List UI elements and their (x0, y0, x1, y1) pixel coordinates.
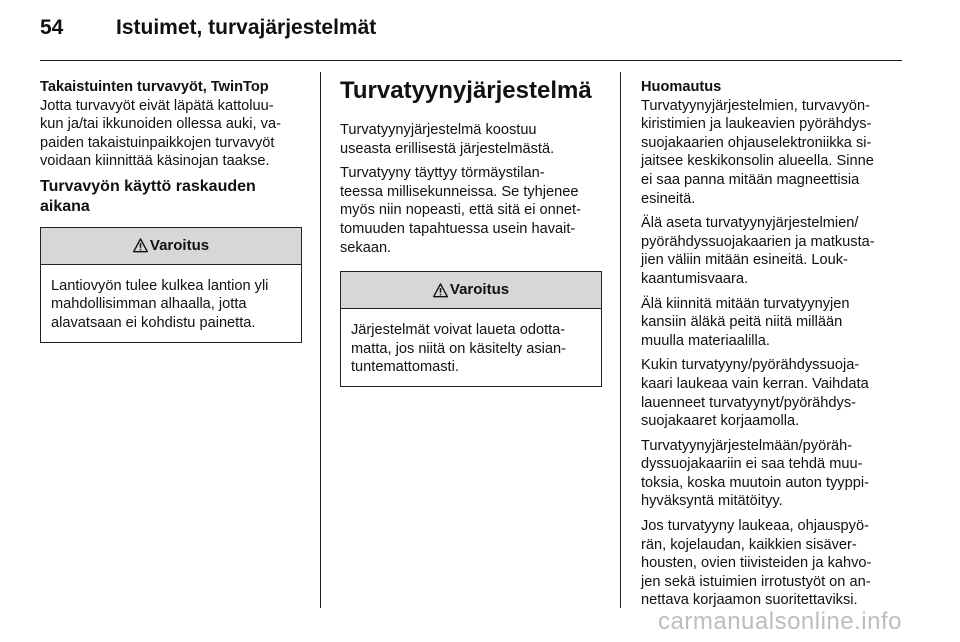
warning-triangle-icon (133, 238, 148, 253)
paragraph: Jos turvatyyny laukeaa, ohjauspyö- rän, kojelaudan, kaikkien sisäver- housten, ovien tiivisteiden ja kahvo- jen sekä istuimien irrotustyöt on an- nettava korjaamon suoritettaviksi. (641, 518, 872, 609)
paragraph: Älä kiinnitä mitään turvatyynyjen kansiin äläkä peitä niitä millään muulla materiaalilla. (641, 295, 850, 349)
warning-header (341, 272, 601, 309)
column-divider (320, 72, 321, 608)
warning-label: Varoitus (449, 280, 510, 298)
paragraph: Turvatyynyjärjestelmä koostuu useasta erillisestä järjestelmästä. (340, 122, 555, 157)
page-header (40, 14, 920, 50)
column-middle (340, 78, 602, 387)
warning-box (40, 227, 302, 343)
page-number: 54 (40, 16, 64, 39)
warning-box (340, 271, 602, 387)
column-right (641, 78, 903, 616)
paragraph: Turvatyynyjärjestelmään/pyöräh- dyssuojakaariin ei saa tehdä muu- toksia, koska muutoin auton tyyppi- hyväksyntä mitätöityy. (641, 437, 869, 510)
note-title: Huomautus (641, 79, 722, 95)
warning-text: Lantiovyön tulee kulkea lantion yli mahdollisimman alhaalla, jotta alavatsaan ei kohdistu painetta. (51, 277, 269, 331)
column-left (40, 78, 302, 343)
warning-header (41, 228, 301, 265)
warning-label: Varoitus (149, 236, 210, 254)
warning-triangle-icon (433, 283, 448, 298)
page-title: Istuimet, turvajärjestelmät (116, 16, 377, 39)
section-title: Turvatyynyjärjestelmä (340, 77, 592, 104)
column-divider (620, 72, 621, 608)
paragraph: Turvatyynyjärjestelmien, turvavyön- kiristimien ja laukeavien pyörähdys- suojakaarien ohjauselektroniikka si- jaitsee keskikonsolin alueella. Sinne ei saa panna mitään magneettisia esineitä. (641, 97, 874, 207)
warning-text: Järjestelmät voivat laueta odotta- matta, jos niitä on käsitelty asian- tuntemattomasti. (351, 322, 566, 375)
paragraph: Jotta turvavyöt eivät läpätä kattoluu- kun ja/tai ikkunoiden ollessa auki, va- paiden takaistuinpaikkojen turvavyöt voidaan kiinnittää käsinojan taakse. (40, 97, 281, 170)
paragraph: Kukin turvatyyny/pyörähdyssuoja- kaari laukeaa vain kerran. Vaihdata lauenneet turvatyynyt/pyörähdys- suojakaaret korjaamolla. (641, 357, 869, 430)
section-heading: Turvavyön käyttö raskauden aikana (40, 177, 256, 215)
watermark: carmanualsonline.info (658, 608, 902, 635)
header-rule (40, 60, 902, 61)
paragraph: Turvatyyny täyttyy törmäystilan- teessa millisekunneissa. Se tyhjenee myös niin nopeasti, että sitä ei onnet- tomuuden tapahtuessa usein havait- sekaan. (340, 165, 581, 256)
paragraph: Älä aseta turvatyynyjärjestelmien/ pyörähdyssuojakaarien ja matkusta- jien väliin mitään esineitä. Louk- kaantumisvaara. (641, 215, 875, 287)
section-heading: Takaistuinten turvavyöt, TwinTop (40, 79, 269, 95)
